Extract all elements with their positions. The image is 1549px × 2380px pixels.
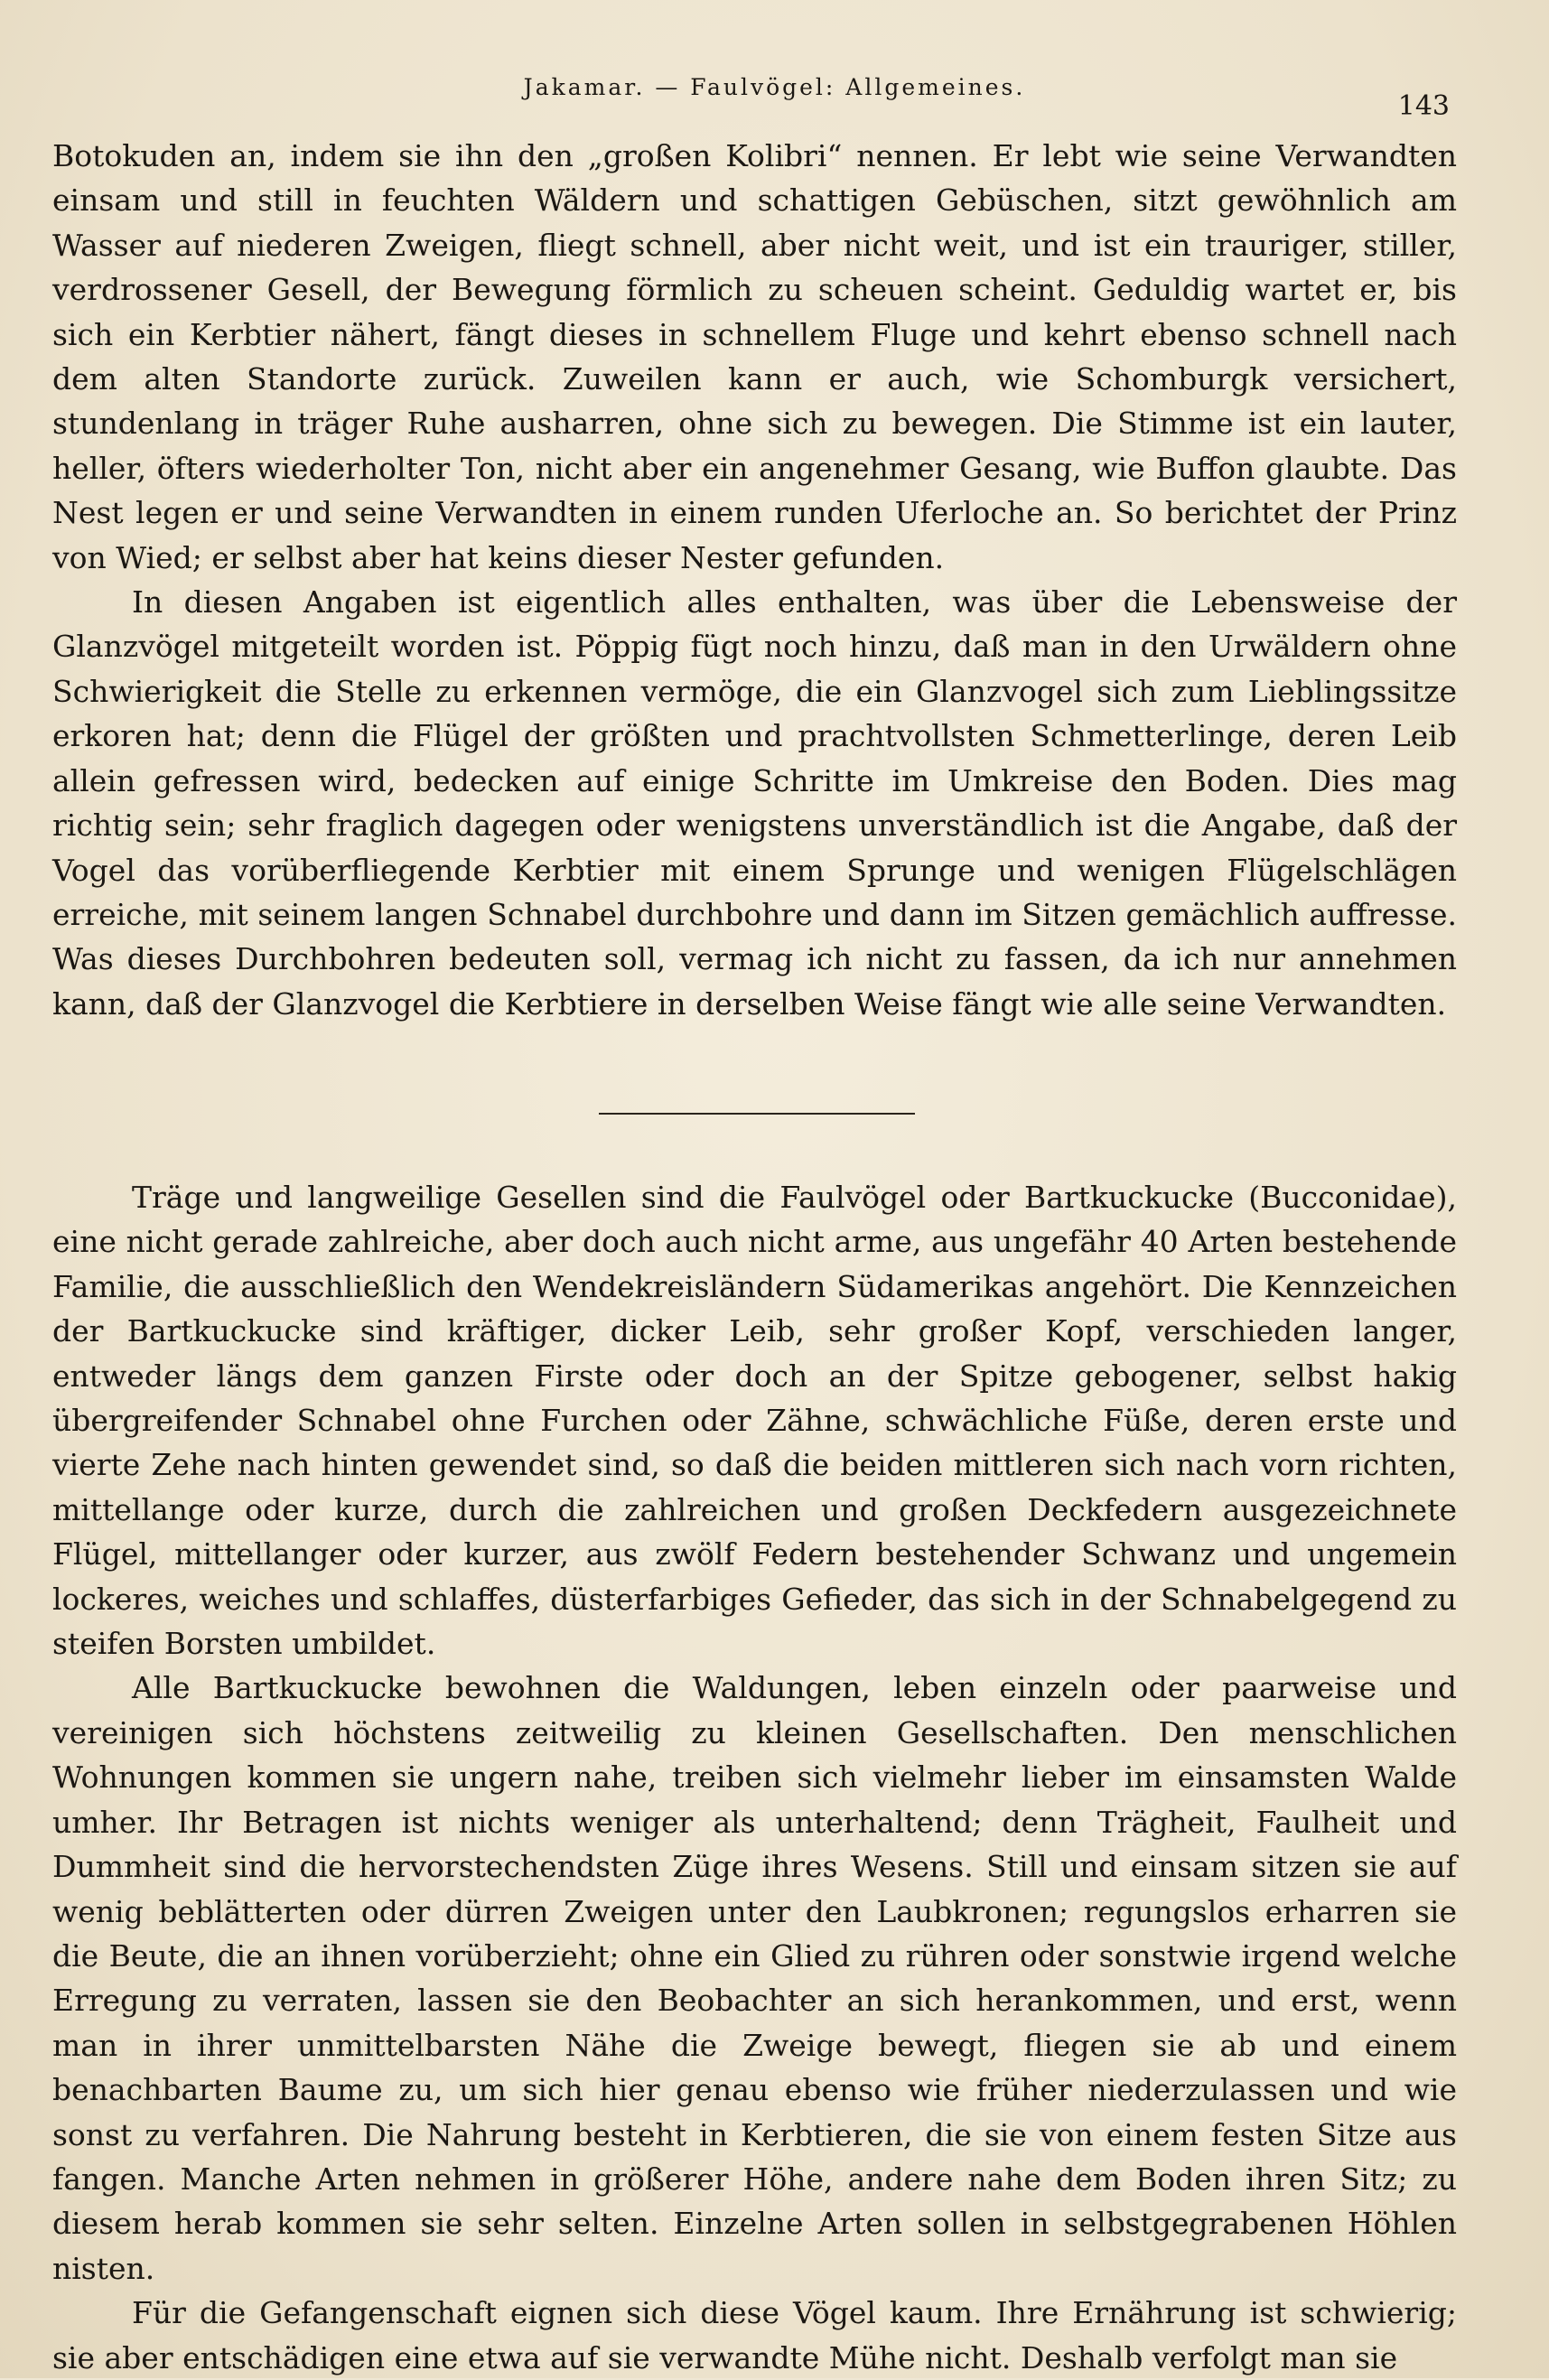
paragraph: In diesen Angaben ist eigentlich alles enthalten, was über die Lebensweise der Glanzvögel mitgeteilt worden ist. Pöppig fügt noch hinzu, daß man in den Urwäldern ohne Schwierigkeit die Stelle zu erkennen vermöge, die ein Glanzvogel sich zum Lieblingssitze erkoren hat; denn die Flügel der größten und prachtvollsten Schmetterlinge, deren Leib allein gefressen wird, bedecken auf einige Schritte im Umkreise den Boden. Dies mag richtig sein; sehr fraglich dagegen oder wenigstens unverständlich ist die Angabe, daß der Vogel das vorüberfliegende Kerbtier mit einem Sprunge und wenigen Flügelschlägen erreiche, mit seinem langen Schnabel durchbohre und dann im Sitzen gemächlich auffresse. Was dieses Durchbohren bedeuten soll, vermag ich nicht zu fassen, da ich nur annehmen kann, daß der Glanzvogel die Kerbtiere in derselben Weise fängt wie alle seine Verwandten. (52, 584, 1457, 1022)
paragraph: Alle Bartkuckucke bewohnen die Waldungen, leben einzeln oder paarweise und vereinigen sich höchstens zeitweilig zu kleinen Gesellschaften. Den menschlichen Wohnungen kommen sie ungern nahe, treiben sich vielmehr lieber im einsamsten Walde umher. Ihr Betragen ist nichts weniger als unterhaltend; denn Trägheit, Faulheit und Dummheit sind die hervorstechendsten Züge ihres Wesens. Still und einsam sitzen sie auf wenig beblätterten oder dürren Zweigen unter den Laubkronen; regungslos erharren sie die Beute, die an ihnen vorüberzieht; ohne ein Glied zu rühren oder sonstwie irgend welche Erregung zu verraten, lassen sie den Beobachter an sich herankommen, und erst, wenn man in ihrer unmittelbarsten Nähe die Zweige bewegt, fliegen sie ab und einem benachbarten Baume zu, um sich hier genau ebenso wie früher niederzulassen und wie sonst zu verfahren. Die Nahrung besteht in Kerbtieren, die sie von einem festen Sitze aus fangen. Manche Arten nehmen in größerer Höhe, andere nahe dem Boden ihren Sitz; zu diesem herab kommen sie sehr selten. Einzelne Arten sollen in selbstgegrabenen Höhlen nisten. (52, 1670, 1457, 2286)
paragraph: Botokuden an, indem sie ihn den „großen Kolibri“ nennen. Er lebt wie seine Verwandten einsam und still in feuchten Wäldern und schattigen Gebüschen, sitzt gewöhnlich am Wasser auf niederen Zweigen, fliegt schnell, aber nicht weit, und ist ein trauriger, stiller, verdrossener Gesell, der Bewegung förmlich zu scheuen scheint. Geduldig wartet er, bis sich ein Kerbtier nähert, fängt dieses in schnellem Fluge und kehrt ebenso schnell nach dem alten Standorte zurück. Zuweilen kann er auch, wie Schomburgk versichert, stundenlang in träger Ruhe ausharren, ohne sich zu bewegen. Die Stimme ist ein lauter, heller, öfters wiederholter Ton, nicht aber ein angenehmer Gesang, wie Buffon glaubte. Das Nest legen er und seine Verwandten in einem runden Uferloche an. So berichtet der Prinz von Wied; er selbst aber hat keins dieser Nester gefunden. (52, 138, 1457, 575)
running-head (0, 70, 1549, 122)
page-number: 143 (1397, 90, 1450, 122)
text-section-top (52, 134, 1457, 1026)
paragraph: Für die Gefangenschaft eignen sich diese Vögel kaum. Ihre Ernährung ist schwierig; sie aber entschädigen eine etwa auf sie verwandte Mühe nicht. Deshalb verfolgt man sie (52, 2295, 1457, 2375)
section-separator (599, 1113, 915, 1115)
paragraph: Träge und langweilige Gesellen sind die Faulvögel oder Bartkuckucke (Bucconidae), eine nicht gerade zahlreiche, aber doch auch nicht arme, aus ungefähr 40 Arten bestehende Familie, die ausschließlich den Wendekreisländern Südamerikas angehört. Die Kennzeichen der Bartkuckucke sind kräftiger, dicker Leib, sehr großer Kopf, verschieden langer, entweder längs dem ganzen Firste oder doch an der Spitze gebogener, selbst hakig übergreifender Schnabel ohne Furchen oder Zähne, schwächliche Füße, deren erste und vierte Zehe nach hinten gewendet sind, so daß die beiden mittleren sich nach vorn richten, mittellange oder kurze, durch die zahlreichen und großen Deckfedern ausgezeichnete Flügel, mittellanger oder kurzer, aus zwölf Federn bestehender Schwanz und ungemein lockeres, weiches und schlaffes, düsterfarbiges Gefieder, das sich in der Schnabelgegend zu steifen Borsten umbildet. (52, 1180, 1457, 1662)
running-title: Jakamar. — Faulvögel: Allgemeines. (523, 74, 1026, 100)
text-section-bottom (52, 1175, 1457, 2380)
